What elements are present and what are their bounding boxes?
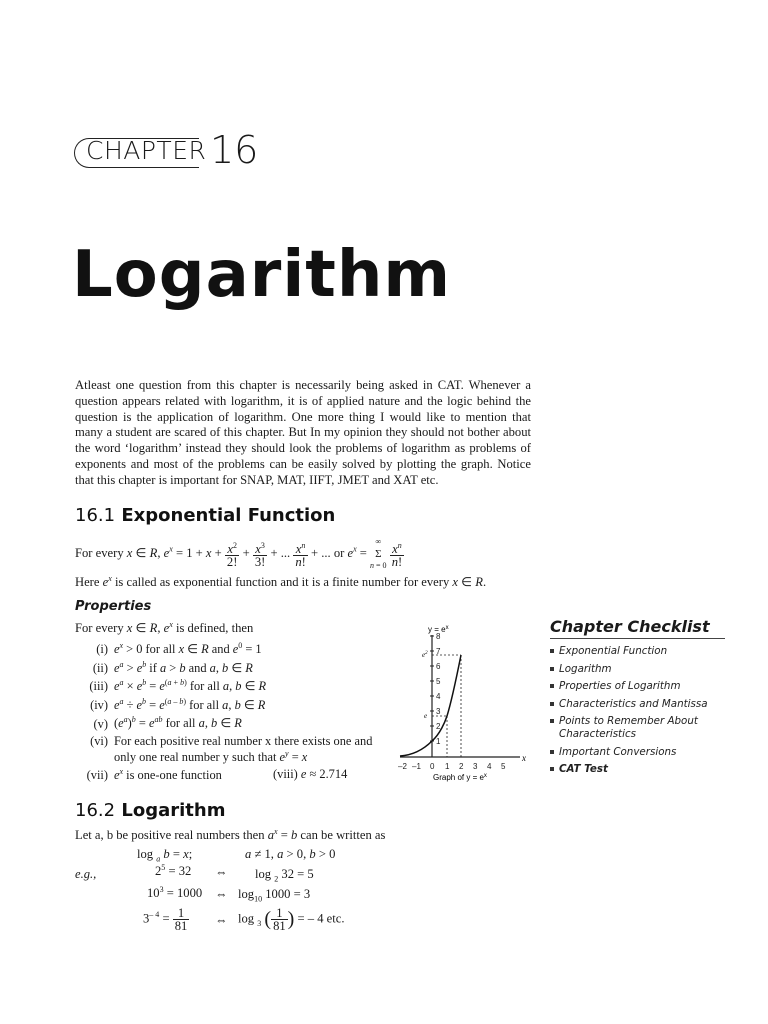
property-item: only one real number y such that $e^y = x$ <box>114 748 308 764</box>
properties-heading: Properties <box>75 599 152 614</box>
example-log-1: log $_2$ 32 = 5 <box>255 867 314 884</box>
checklist-item: Properties of Logarithm <box>550 680 725 693</box>
property-item: (vii) $e^x$ is one-one function (viii) e ≈ 2.714 <box>78 767 378 786</box>
section-heading-exponential <box>75 505 335 526</box>
section-heading-logarithm <box>75 800 225 821</box>
chapter-number: 16 <box>210 128 259 172</box>
intro-paragraph: Atleast one question from this chapter is necessarily being asked in CAT. Whenever a question appears related with logarithm, it is of applied nature and the logic behind the question is the application of logarithm. One more thing I would like to mention that many a student are scared of this chapter. But In my opinion they should not bother about the word ‘logarithm’ instead they should look the problems of logarithm as problems of exponents and most of the problems can be easily solved by plotting the graph. Notice that this chapter is important for SNAP, MAT, IIFT, JMET and XAT etc. <box>75 378 531 487</box>
properties-list <box>78 641 378 786</box>
lead-part-b: is defined, then <box>175 621 254 636</box>
log-conditions: a ≠ 1, a > 0, b > 0 <box>245 847 336 861</box>
item-text: is one-one function <box>126 768 222 783</box>
item-label: (viii) <box>273 767 298 782</box>
svg-text:–1: –1 <box>412 762 421 771</box>
exp-series-formula: For every x ∈ R, $e^x = 1 + x$ + $\frac{x^2}{2!}$ + $\frac{x^3}{3!}$ + ... $\frac{x^n}{n!}$ + ... or $e^x$ = ∞ Σ n = 0 $\frac{x^n}{n!}$ <box>75 537 403 570</box>
log-def-row: log $_a$ b = x; <box>137 847 193 864</box>
checklist-item: CAT Test <box>550 763 725 776</box>
graph-y-label: $y = e^x$ <box>428 625 449 634</box>
example-exp-1: $2^5 = 32$ <box>155 863 192 879</box>
svg-text:1: 1 <box>445 762 450 771</box>
svg-text:1: 1 <box>436 737 441 746</box>
item-label: (v) <box>93 716 108 731</box>
equiv-arrow: ⇔ <box>215 913 228 927</box>
property-item: (iv) $e^a \div e^b = e^{(a - b)}$ for all a, b ∈ R <box>78 697 378 716</box>
example-log-3: log $_3$ ( $\frac{1}{81}$ ) = – 4 etc. <box>238 906 345 933</box>
item-text: For each positive real number x there exists one and <box>114 733 373 748</box>
svg-text:4: 4 <box>487 762 492 771</box>
chapter-word: CHAPTER <box>86 136 207 165</box>
e-marker: e <box>424 712 428 720</box>
svg-text:6: 6 <box>436 662 441 671</box>
note-part-a: Here <box>75 575 100 590</box>
item-label: (vi) <box>90 733 108 748</box>
svg-text:3: 3 <box>473 762 478 771</box>
svg-text:2: 2 <box>459 762 464 771</box>
x-ticks <box>398 762 506 771</box>
example-log-2: $\log_{10} 1000 = 3$ <box>238 887 311 904</box>
section-title: Logarithm <box>121 800 226 821</box>
svg-text:2: 2 <box>436 722 441 731</box>
section-title: Exponential Function <box>121 505 336 526</box>
svg-text:5: 5 <box>436 677 441 686</box>
svg-text:8: 8 <box>436 632 441 641</box>
checklist-item: Points to Remember About Characteristics <box>550 715 725 740</box>
item-label: (ii) <box>92 660 108 675</box>
svg-text:0: 0 <box>430 762 435 771</box>
formula-prefix: For every <box>75 545 124 560</box>
section-number: 16.2 <box>75 800 116 821</box>
equiv-arrow: ⇔ <box>215 887 228 901</box>
property-item: (ii) $e^a > e^b$ if a > b and a, b ∈ R <box>78 660 378 679</box>
svg-text:5: 5 <box>501 762 506 771</box>
eg-label: e.g., <box>75 867 97 881</box>
svg-text:7: 7 <box>436 647 441 656</box>
etc-text: etc. <box>326 911 345 926</box>
chapter-title: Logarithm <box>72 238 452 312</box>
example-exp-2: $10^3 = 1000$ <box>147 885 203 901</box>
lead-part-a: For every <box>75 621 124 636</box>
property-item: (v) $(e^a)^b = e^{ab}$ for all a, b ∈ R <box>78 715 378 734</box>
checklist-item: Exponential Function <box>550 645 725 658</box>
svg-text:3: 3 <box>436 707 441 716</box>
graph-caption: Graph of $y = e^x$ <box>433 773 487 782</box>
svg-text:–2: –2 <box>398 762 407 771</box>
equiv-arrow: ⇔ <box>215 865 228 879</box>
checklist-item: Logarithm <box>550 663 725 676</box>
item-label: (vii) <box>86 768 108 783</box>
log-definition: Let a, b be positive real numbers then $a^x = b$ can be written as <box>75 827 386 843</box>
example-exp-3: $3^{- 4}$ = $\frac{1}{81}$ <box>143 906 188 933</box>
chapter-checklist <box>550 617 725 781</box>
log-intro-b: can be written as <box>300 828 386 843</box>
properties-lead: For every x ∈ R, $e^x$ is defined, then <box>75 620 254 636</box>
e2-marker: $e^2$ <box>422 651 428 659</box>
item-label: (i) <box>96 642 108 657</box>
item-label: (iii) <box>89 679 108 694</box>
item-label: (iv) <box>90 697 108 712</box>
note-part-b: is called as exponential function and it is a finite number for every <box>114 575 450 590</box>
property-item: (iii) $e^a \times e^b = e^{(a + b)}$ for all a, b ∈ R <box>78 678 378 697</box>
checklist-item: Characteristics and Mantissa <box>550 698 725 711</box>
log-intro-a: Let a, b be positive real numbers then <box>75 828 265 843</box>
exp-graph <box>395 620 530 782</box>
graph-x-axis-label: x <box>522 753 526 763</box>
exp-finite-note: Here $e^x$ is called as exponential function and it is a finite number for every x ∈ R. <box>75 574 487 590</box>
section-number: 16.1 <box>75 505 116 526</box>
checklist-heading: Chapter Checklist <box>550 617 725 639</box>
checklist-item: Important Conversions <box>550 746 725 759</box>
item-text: only one real number y such that <box>114 749 277 764</box>
property-item: (i) $e^x > 0$ for all x ∈ R and $e^0 = 1$ <box>78 641 378 660</box>
svg-text:4: 4 <box>436 692 441 701</box>
